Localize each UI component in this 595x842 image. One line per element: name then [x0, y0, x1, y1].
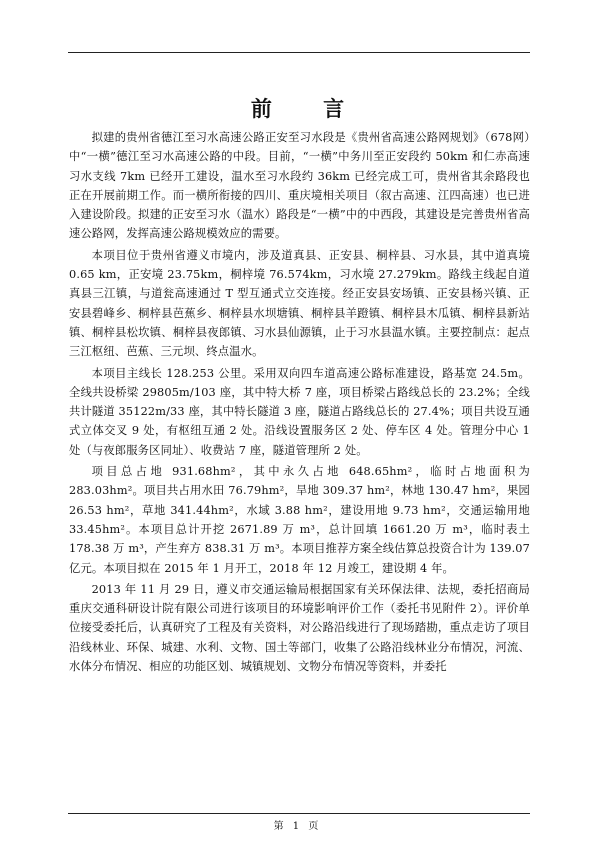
paragraph-3: 本项目主线长 128.253 公里。采用双向四车道高速公路标准建设，路基宽 24.5m。全线共设桥梁 29805m/103 座，其中特大桥 7 座，项目桥梁占路线总长的 23.2%；全线共计隧道 35122m/33 座，其中特长隧道 3 座，隧道占路线总长的 27.4%；项目共设互通式立体交叉 9 处，有枢纽互通 2 处。沿线设置服务区 2 处、停车区 4 处。管理分中心 1 处（与夜郎服务区同址）、收费站 7 座，隧道管理所 2 处。	[69, 366, 530, 457]
page-number: 第 1 页	[273, 821, 322, 832]
paragraph-4: 项目总占地 931.68hm²，其中永久占地 648.65hm²，临时占地面积为 283.03hm²。项目共占用水田 76.79hm²，旱地 309.37 hm²，林地 130.47 hm²，果园 26.53 hm²，草地 341.44hm²，水域 3.88 hm²，建设用地 9.73 hm²，交通运输用地 33.45hm²。本项目总计开挖 2671.89 万 m³，总计回填 1661.20 万 m³，临时表土 178.38 万 m³，产生弃方 838.31 万 m³。本项目推荐方案全线估算总投资合计为 139.07 亿元。本项目拟在 2015 年 1 月开工，2018 年 12 月竣工，建设期 4 年。	[69, 465, 530, 575]
paragraph-2: 本项目位于贵州省遵义市境内，涉及道真县、正安县、桐梓县、习水县，其中道真境 0.65 km，正安境 23.75km，桐梓境 76.574km，习水境 27.279km。路线主线起自道真县三江镇，与道瓮高速通过 T 型互通式立交连接。经正安县安场镇、正安县杨兴镇、正安县碧峰乡、桐梓县芭蕉乡、桐梓县水坝塘镇、桐梓县羊蹬镇、桐梓县木瓜镇、桐梓县新站镇、桐梓县松坎镇、桐梓县夜郎镇、习水县仙源镇，止于习水县温水镇。主要控制点：起点三江枢纽、芭蕉、三元坝、终点温水。	[69, 248, 530, 359]
page-title: 前 言	[250, 96, 367, 121]
header-rule	[68, 52, 530, 53]
footer-rule	[68, 813, 530, 814]
paragraph-5: 2013 年 11 月 29 日，遵义市交通运输局根据国家有关环保法律、法规，委托招商局重庆交通科研设计院有限公司进行该项目的环境影响评价工作（委托书见附件 2）。评价单位接受委托后，认真研究了工程及有关资料，对公路沿线进行了现场踏勘，重点走访了项目沿线林业、环保、城建、水利、文物、国土等部门，收集了公路沿线林业分布情况，河流、水体分布情况、相应的功能区划、城镇规划、文物分布情况等资料，并委托	[69, 582, 530, 674]
paragraph-1: 拟建的贵州省德江至习水高速公路正安至习水段是《贵州省高速公路网规划》（678网）中“一横”德江至习水高速公路的中段。目前，“一横”中务川至正安段约 50km 和仁赤高速习水支线 7km 已经开工建设，温水至习水段约 36km 已经完成工可，贵州省其余路段也正在开展前期工作。而一横所衔接的四川、重庆境相关项目（叙古高速、江四高速）也已进入建设阶段。拟建的正安至习水（温水）路段是“一横”中的中西段，其建设是完善贵州省高速公路网，发挥高速公路规模效应的需要。	[69, 131, 530, 241]
document-body	[69, 128, 530, 678]
